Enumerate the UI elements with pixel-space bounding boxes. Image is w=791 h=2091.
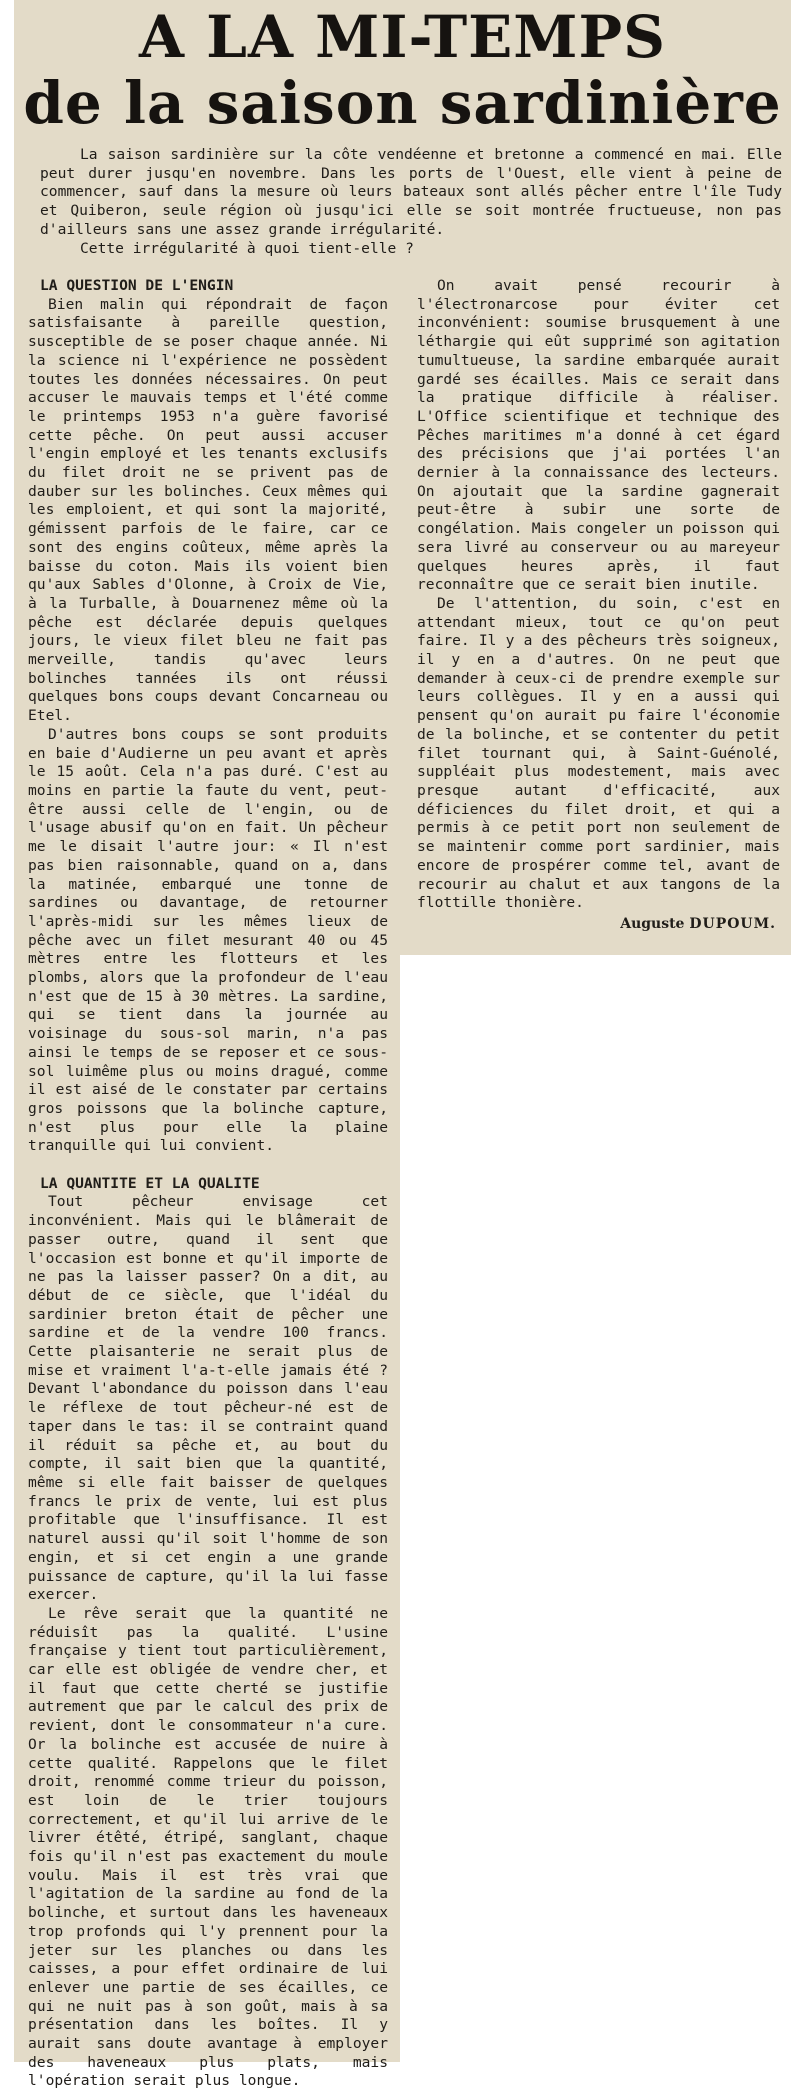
intro-question: Cette irrégularité à quoi tient-elle ? (80, 239, 414, 257)
paragraph: De l'attention, du soin, c'est en attendant mieux, tout ce qu'on peut faire. Il y a des pêcheurs très soigneux, il y en a d'autres. On ne peut que demander à ceux-ci de prendre exemple sur leurs collègues. Il y en a aussi qui pensent qu'on aurait pu faire l'économie de la bolinche, et se contenter du petit filet tournant qui, à Saint-Guénolé, suppléait plus modestement, mais avec presque autant d'efficacité, aux déficiences du filet droit, et qui a permis à ce petit port non seulement de se maintenir comme port sardinier, mais encore de prospérer comme tel, avant de recourir au chalut et aux tangons de la flottille thonière. (417, 594, 780, 912)
section-gap (28, 1156, 388, 1175)
author-last-name: DUPOUM. (689, 915, 776, 932)
paragraph: Bien malin qui répondrait de façon satisfaisante à pareille question, susceptible de se poser chaque année. Ni la science ni l'expérience ne possèdent toutes les données nécessaires. On peut accuser le mauvais temps et l'été comme le printemps 1953 n'a guère favorisé cette pêche. On peut aussi accuser l'engin employé et les tenants exclusifs du filet droit ne se privent pas de dauber sur les bolinches. Ceux mêmes qui les emploient, et qui sont la majorité, gémissent parfois de le faire, car ce sont des engins coûteux, même après la baisse du coton. Mais ils voient bien qu'aux Sables d'Olonne, à Croix de Vie, à la Turballe, à Douarnenez même où la pêche est déclarée depuis quelques jours, le vieux filet bleu ne fait pas merveille, tandis qu'avec leurs bolinches tannées ils ont réussi quelques bons coups devant Concarneau ou Etel. (28, 295, 388, 725)
title-line-1: A LA MI-TEMPS (138, 3, 667, 71)
section-heading-quantite: LA QUANTITE ET LA QUALITE (40, 1174, 260, 1192)
author-signature (417, 913, 780, 934)
title-line-2: de la saison sardinière (23, 69, 782, 137)
paragraph: Le rêve serait que la quantité ne réduisît pas la qualité. L'usine française y tient tout particulièrement, car elle est obligée de vendre cher, et il faut que cette cherté se justifie autrement que par le calcul des prix de revient, dont le consommateur n'a cure. Or la bolinche est accusée de nuire à cette qualité. Rappelons que le filet droit, renommé comme trieur du poisson, est loin de le trier toujours correctement, et qu'il lui arrive de le livrer étêté, étripé, sanglant, chaque fois qu'il n'est pas exactement du moule voulu. Mais il est très vrai que l'agitation de la sardine au fond de la bolinche, et surtout dans les haveneaux trop profonds qui l'y prennent pour la jeter sur les planches ou dans les caisses, a pour effet ordinaire de lui enlever une partie de ses écailles, ce qui ne nuit pas à son goût, mais à sa présentation dans les boîtes. Il y aurait sans doute avantage à employer des haveneaux plus plats, mais l'opération serait plus longue. (28, 1604, 388, 2090)
article-title (14, 4, 791, 136)
paragraph: D'autres bons coups se sont produits en baie d'Audierne un peu avant et après le 15 août. Cela n'a pas duré. C'est au moins en partie la faute du vent, peut-être aussi celle de l'engin, ou de l'usage abusif qu'on en fait. Un pêcheur me le disait l'autre jour: « Il n'est pas bien raisonnable, quand on a, dans la matinée, embarqué une tonne de sardines ou davantage, de retourner l'après-midi sur les mêmes lieux de pêche avec un filet mesurant 40 ou 45 mètres entre les flotteurs et les plombs, alors que la profondeur de l'eau n'est que de 15 à 30 mètres. La sardine, qui se tient dans la journée au voisinage du sous-sol marin, n'a pas ainsi le temps de se reposer et ce sous-sol luimême plus ou moins dragué, comme il est aisé de le constater par certains gros poissons que la bolinche capture, n'est plus pour elle la plaine tranquille qui lui convient. (28, 725, 388, 1155)
left-column (28, 277, 388, 2091)
article-intro (40, 146, 782, 258)
right-column (417, 277, 780, 934)
section-heading-engin: LA QUESTION DE L'ENGIN (40, 277, 234, 294)
intro-paragraph: La saison sardinière sur la côte vendéenne et bretonne a commencé en mai. Elle peut durer jusqu'en novembre. Dans les ports de l'Ouest, elle vient à peine de commencer, sauf dans la mesure où leurs bateaux sont allés pêcher entre l'île Tudy et Quiberon, seule région où jusqu'ici elle se soit montrée fructueuse, non pas d'ailleurs sans une assez grande irrégularité. (40, 146, 782, 238)
author-first-name: Auguste (620, 915, 685, 932)
paragraph: On avait pensé recourir à l'électronarcose pour éviter cet inconvénient: soumise brusquement à une léthargie qui eût supprimé son agitation tumultueuse, la sardine embarquée aurait gardé ses écailles. Mais ce serait dans la pratique difficile à réaliser. L'Office scientifique et technique des Pêches maritimes m'a donné à cet égard des précisions que j'ai portées l'an dernier à la connaissance des lecteurs. On ajoutait que la sardine gagnerait peut-être à subir une sorte de congélation. Mais congeler un poisson qui sera livré au conserveur ou au mareyeur quelques heures après, il faut reconnaître que ce serait bien inutile. (417, 277, 780, 594)
paragraph: Tout pêcheur envisage cet inconvénient. Mais qui le blâmerait de passer outre, quand il sent que l'occasion est bonne et qu'il importe de ne pas la laisser passer? On a dit, au début de ce siècle, que l'idéal du sardinier breton était de pêcher une sardine et de la vendre 100 francs. Cette plaisanterie ne serait plus de mise et vraiment l'a-t-elle jamais été ? Devant l'abondance du poisson dans l'eau le réflexe de tout pêcheur-né est de taper dans le tas: il se contraint quand il réduit sa pêche et, au bout du compte, il sait bien que la quantité, même si elle fait baisser de quelques francs le prix de vente, lui est plus profitable que l'insuffisance. Il est naturel aussi qu'il soit l'homme de son engin, et si cet engin a une grande puissance de capture, qu'il la lui fasse exercer. (28, 1193, 388, 1604)
